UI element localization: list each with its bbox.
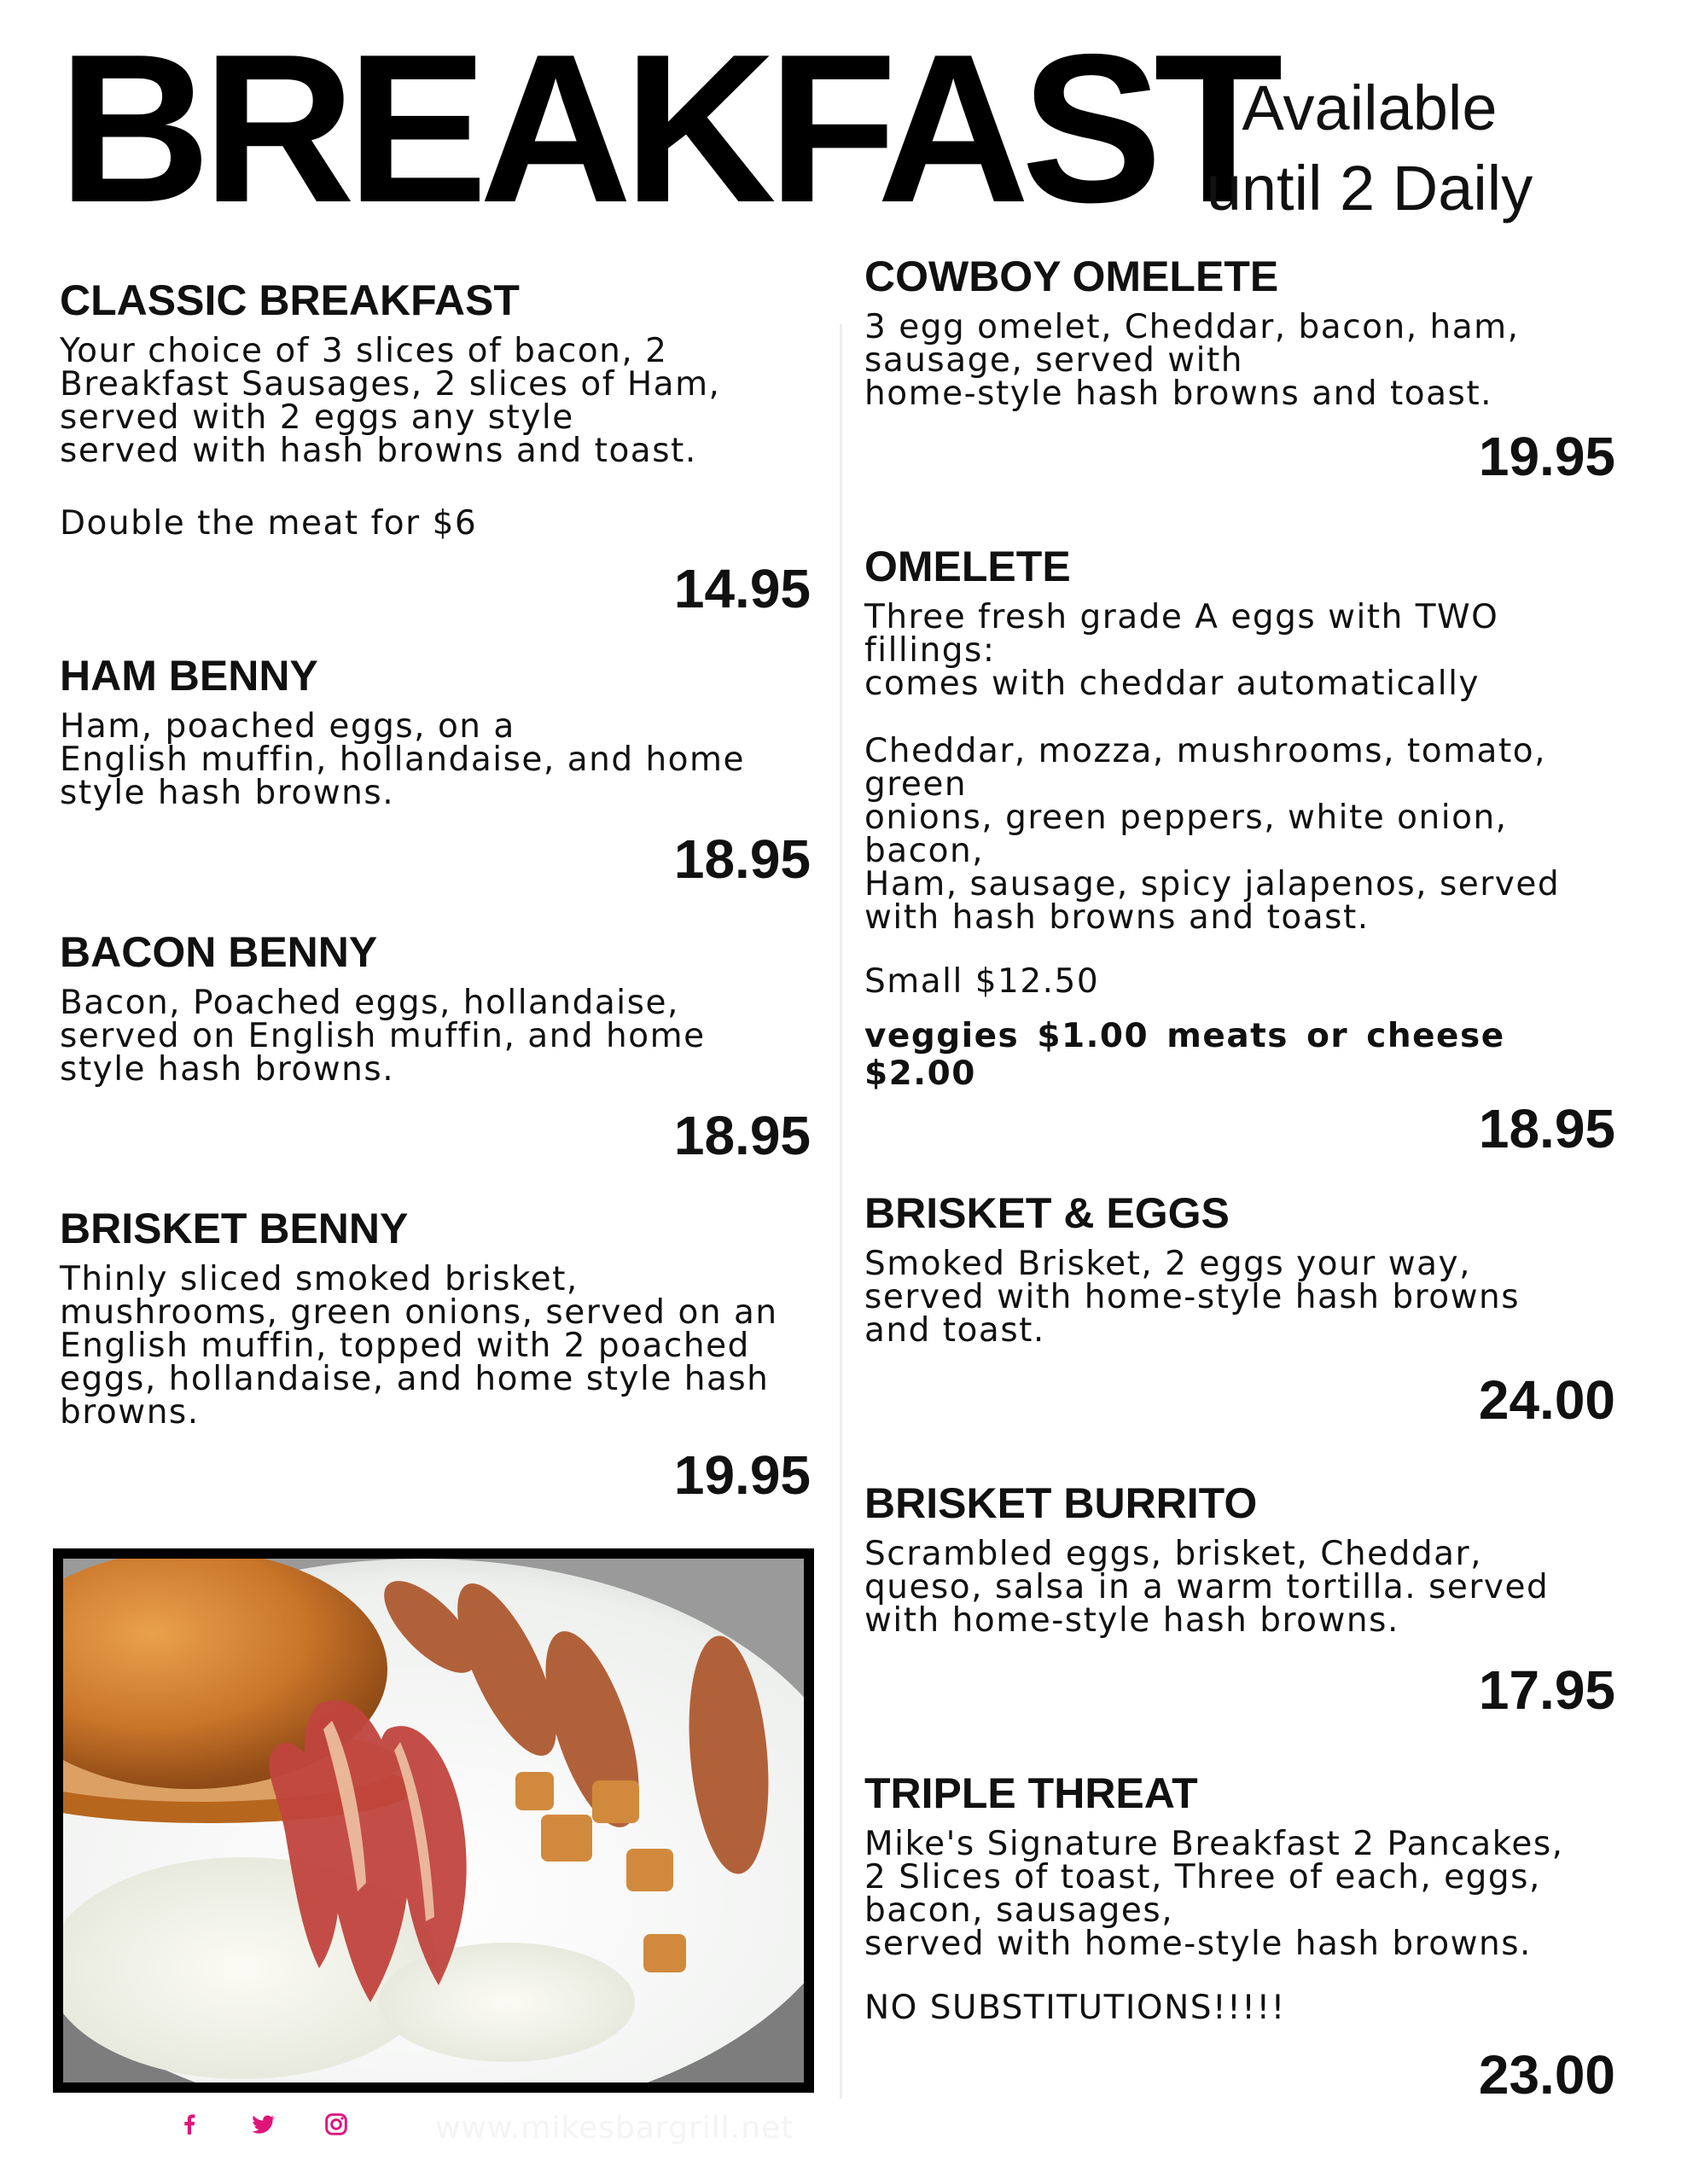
availability-line-1: Available <box>1242 73 1498 143</box>
twitter-glyph <box>249 2111 276 2138</box>
instagram-icon[interactable] <box>319 2107 353 2141</box>
website-link[interactable]: www.mikesbargrill.net <box>435 2111 794 2146</box>
instagram-glyph <box>323 2111 350 2138</box>
item-name: BRISKET & EGGS <box>864 1189 1230 1237</box>
item-name: COWBOY OMELETE <box>864 253 1279 300</box>
menu-title: BREAKFAST <box>58 9 1275 247</box>
omelete-fillings: Cheddar, mozza, mushrooms, tomato, green onions, green peppers, white onion, bacon, Ham, sausage, spicy jalapenos, served with hash browns and toast. <box>864 732 1561 937</box>
item-price: 19.95 <box>673 1444 811 1506</box>
menu-item-brisket-burrito <box>864 1478 1615 1721</box>
item-note: NO SUBSTITUTIONS!!!!! <box>864 1989 1286 2027</box>
menu-item-brisket-benny <box>60 1203 811 1506</box>
item-price: 18.95 <box>1478 1098 1615 1159</box>
menu-item-cowboy-omelete <box>864 251 1615 487</box>
item-name: TRIPLE THREAT <box>864 1769 1198 1817</box>
twitter-icon[interactable] <box>246 2107 280 2141</box>
item-price: 24.00 <box>1478 1369 1615 1431</box>
facebook-glyph <box>176 2111 203 2138</box>
breakfast-photo <box>53 1548 814 2093</box>
omelete-small-price: Small $12.50 <box>864 962 1100 1001</box>
item-description: Thinly sliced smoked brisket, mushrooms, green onions, served on an English muffin, topped with 2 poached eggs, hollandaise, and home style hash browns. <box>60 1260 778 1432</box>
availability-line-2: until 2 Daily <box>1206 153 1533 224</box>
item-name: BRISKET BURRITO <box>864 1479 1258 1527</box>
item-price: 18.95 <box>673 828 811 890</box>
item-name: BRISKET BENNY <box>60 1205 409 1252</box>
omelete-extras: veggies $1.00 meats or cheese $2.00 <box>864 1017 1505 1093</box>
menu-item-bacon-benny <box>60 926 811 1166</box>
item-price: 23.00 <box>1478 2044 1615 2106</box>
item-price: 17.95 <box>1478 1659 1615 1721</box>
item-description: Three fresh grade A eggs with TWO fillings: comes with cheddar automatically <box>864 598 1499 703</box>
availability-note <box>1182 68 1557 229</box>
item-description: Smoked Brisket, 2 eggs your way, served with home-style hash browns and toast. <box>864 1245 1521 1350</box>
item-description: Bacon, Poached eggs, hollandaise, served on English muffin, and home style hash browns. <box>60 984 706 1089</box>
item-name: BACON BENNY <box>60 928 378 976</box>
menu-item-triple-threat <box>864 1768 1615 2106</box>
item-name: CLASSIC BREAKFAST <box>60 276 520 324</box>
item-name: HAM BENNY <box>60 652 318 700</box>
menu-item-classic-breakfast <box>60 275 811 619</box>
item-description: Mike's Signature Breakfast 2 Pancakes, 2 Slices of toast, Three of each, eggs, bacon, sausages, served with home-style hash browns. <box>864 1825 1564 1963</box>
item-price: 14.95 <box>673 558 811 619</box>
item-price: 18.95 <box>673 1105 811 1166</box>
menu-item-brisket-and-eggs <box>864 1188 1615 1431</box>
menu-item-ham-benny <box>60 650 811 890</box>
item-description: 3 egg omelet, Cheddar, bacon, ham, sausage, served with home-style hash browns and toast. <box>864 308 1520 413</box>
item-description: Ham, poached eggs, on a English muffin, hollandaise, and home style hash browns. <box>60 707 746 812</box>
item-description: Scrambled eggs, brisket, Cheddar, queso, salsa in a warm tortilla. served with home-style hash browns. <box>864 1535 1550 1640</box>
item-name: OMELETE <box>864 543 1071 590</box>
item-note: Double the meat for $6 <box>60 504 478 543</box>
item-description: Your choice of 3 slices of bacon, 2 Breakfast Sausages, 2 slices of Ham, served with 2 eggs any style served with hash browns and toast. <box>60 332 721 470</box>
breakfast-plate-image <box>63 1559 804 2082</box>
item-price: 19.95 <box>1478 426 1615 487</box>
facebook-icon[interactable] <box>172 2107 207 2141</box>
column-divider <box>840 324 842 2099</box>
menu-item-omelete <box>864 541 1615 1159</box>
